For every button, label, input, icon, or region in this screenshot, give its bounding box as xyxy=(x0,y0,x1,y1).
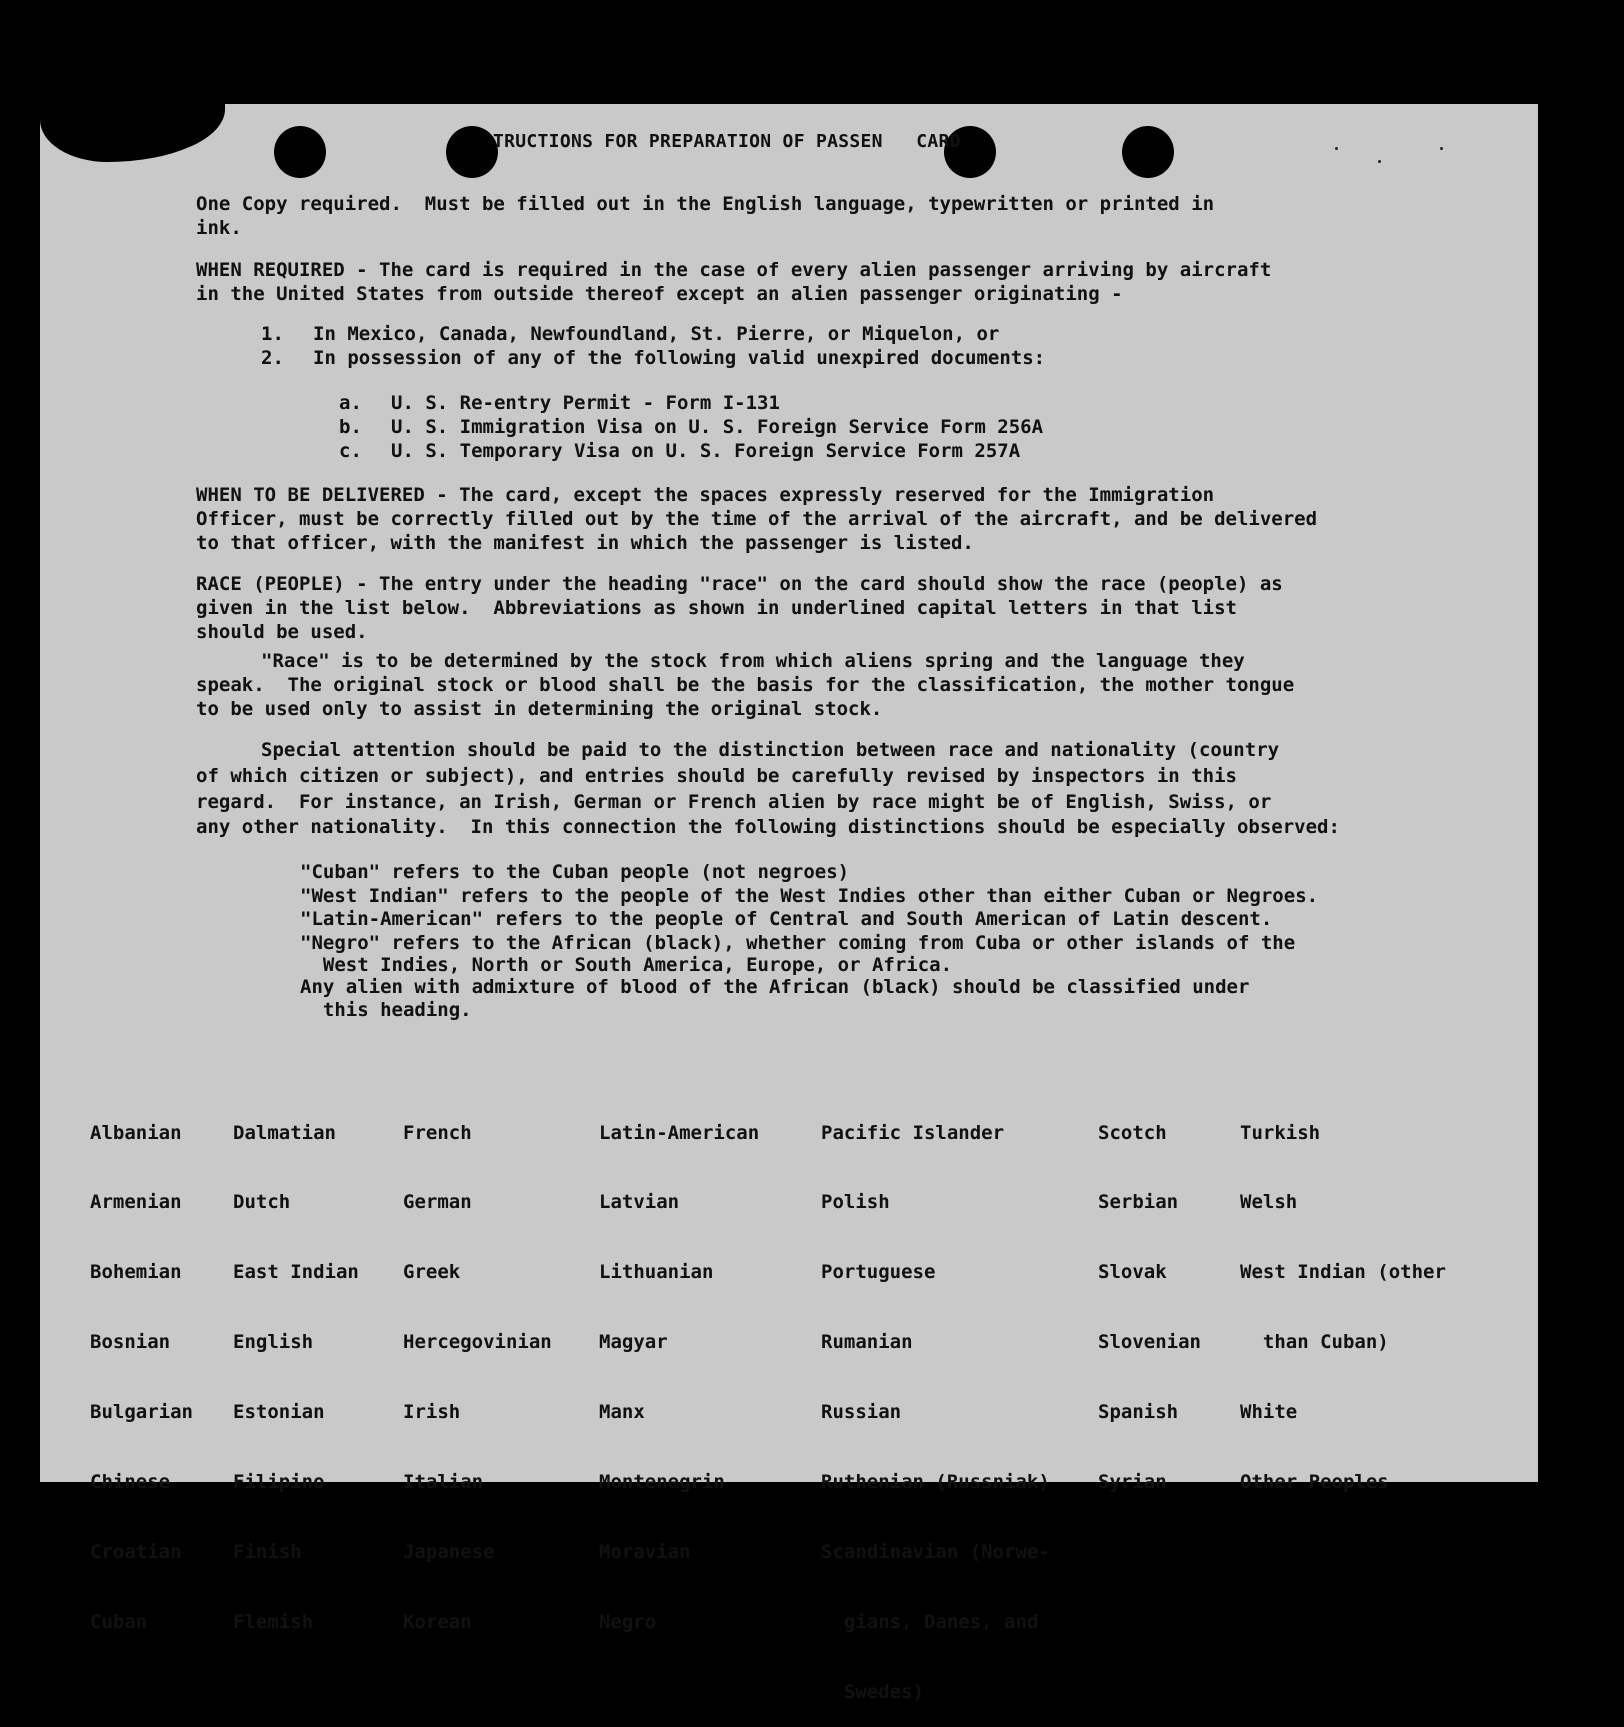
race-item: Serbian xyxy=(1098,1191,1179,1214)
document-letter: a. xyxy=(339,392,362,414)
page-title: TRUCTIONS FOR PREPARATION OF PASSEN CARD xyxy=(493,131,961,152)
distinction-line: "Cuban" refers to the Cuban people (not negroes) xyxy=(300,861,850,883)
when-delivered-line: WHEN TO BE DELIVERED - The card, except the spaces expressly reserved for the Immigration xyxy=(196,484,1215,506)
race-item: Scotch xyxy=(1098,1121,1167,1144)
race-def-line: to be used only to assist in determining the original stock. xyxy=(196,698,883,720)
race-column xyxy=(233,1075,359,1657)
race-item: French xyxy=(403,1121,472,1144)
race-item: White xyxy=(1240,1401,1298,1424)
race-item: Spanish xyxy=(1098,1401,1179,1424)
race-item: Irish xyxy=(403,1401,461,1424)
race-item: Other Peoples xyxy=(1240,1471,1389,1494)
race-column xyxy=(599,1075,759,1657)
race-item: gians, Danes, and xyxy=(821,1610,1039,1633)
race-item: Swedes) xyxy=(821,1680,924,1703)
special-line: of which citizen or subject), and entries should be carefully revised by inspectors in this xyxy=(196,765,1237,787)
race-item: Montenegrin xyxy=(599,1471,725,1494)
document-letter: b. xyxy=(339,416,362,438)
punch-hole-right xyxy=(1122,126,1174,178)
race-item: German xyxy=(403,1191,472,1214)
race-column xyxy=(90,1075,193,1657)
race-item: Estonian xyxy=(233,1401,325,1424)
numbered-num: 2. xyxy=(261,347,284,369)
race-item: Filipino xyxy=(233,1471,325,1494)
punch-hole-2 xyxy=(446,126,498,178)
race-item: Bohemian xyxy=(90,1261,182,1284)
document-letter: c. xyxy=(339,440,362,462)
race-item: Negro xyxy=(599,1610,657,1633)
race-item: Turkish xyxy=(1240,1121,1321,1144)
race-item: Manx xyxy=(599,1401,645,1424)
race-column xyxy=(1098,1075,1201,1518)
race-item: Magyar xyxy=(599,1331,668,1354)
race-item: Polish xyxy=(821,1191,890,1214)
when-required-line: in the United States from outside thereof except an alien passenger originating - xyxy=(196,283,1123,305)
race-item: Chinese xyxy=(90,1471,171,1494)
race-column xyxy=(821,1075,1050,1727)
race-item: Italian xyxy=(403,1471,484,1494)
race-item: Armenian xyxy=(90,1191,182,1214)
race-item: Finish xyxy=(233,1540,302,1563)
race-item: Scandinavian (Norwe- xyxy=(821,1540,1050,1563)
distinction-line: Any alien with admixture of blood of the African (black) should be classified under xyxy=(300,976,1250,998)
numbered-num: 1. xyxy=(261,323,284,345)
race-item: Latin-American xyxy=(599,1121,760,1144)
race-item: Slovenian xyxy=(1098,1331,1201,1354)
race-item: than Cuban) xyxy=(1240,1331,1389,1354)
numbered-text: In Mexico, Canada, Newfoundland, St. Pierre, or Miquelon, or xyxy=(313,323,1000,345)
when-required-line: WHEN REQUIRED - The card is required in the case of every alien passenger arriving by aircraft xyxy=(196,259,1272,281)
race-item: Lithuanian xyxy=(599,1261,714,1284)
when-delivered-line: to that officer, with the manifest in which the passenger is listed. xyxy=(196,532,974,554)
race-item: Syrian xyxy=(1098,1471,1167,1494)
distinction-line: "Latin-American" refers to the people of Central and South American of Latin descent. xyxy=(300,908,1273,930)
special-line: any other nationality. In this connection the following distinctions should be especially observed: xyxy=(196,816,1340,838)
race-item: Japanese xyxy=(403,1540,495,1563)
race-line: should be used. xyxy=(196,621,368,643)
race-item: Croatian xyxy=(90,1540,182,1563)
distinction-line: this heading. xyxy=(300,999,472,1021)
race-item: Rumanian xyxy=(821,1331,913,1354)
special-line: regard. For instance, an Irish, German or French alien by race might be of English, Swiss, or xyxy=(196,791,1272,813)
race-item: East Indian xyxy=(233,1261,359,1284)
race-item: Hercegovinian xyxy=(403,1331,552,1354)
race-item: Latvian xyxy=(599,1191,680,1214)
intro-line: ink. xyxy=(196,217,242,239)
special-line: Special attention should be paid to the distinction between race and nationality (country xyxy=(261,739,1280,761)
document-text: U. S. Re-entry Permit - Form I-131 xyxy=(391,392,780,414)
race-item: Flemish xyxy=(233,1610,314,1633)
intro-line: One Copy required. Must be filled out in the English language, typewritten or printed in xyxy=(196,193,1215,215)
race-item: West Indian (other xyxy=(1240,1261,1446,1284)
race-item: Bulgarian xyxy=(90,1401,193,1424)
race-def-line: speak. The original stock or blood shall be the basis for the classification, the mother tongue xyxy=(196,674,1295,696)
race-def-line: "Race" is to be determined by the stock from which aliens spring and the language they xyxy=(261,650,1245,672)
race-item: Pacific Islander xyxy=(821,1121,1005,1144)
race-line: given in the list below. Abbreviations as shown in underlined capital letters in that list xyxy=(196,597,1237,619)
race-item: Welsh xyxy=(1240,1191,1298,1214)
race-column xyxy=(1240,1075,1446,1518)
race-item: Cuban xyxy=(90,1610,148,1633)
numbered-text: In possession of any of the following valid unexpired documents: xyxy=(313,347,1046,369)
when-delivered-line: Officer, must be correctly filled out by the time of the arrival of the aircraft, and be delivered xyxy=(196,508,1318,530)
punch-hole-left xyxy=(274,126,326,178)
race-item: Albanian xyxy=(90,1121,182,1144)
race-item: English xyxy=(233,1331,314,1354)
race-item: Portuguese xyxy=(821,1261,936,1284)
race-item: Slovak xyxy=(1098,1261,1167,1284)
race-line: RACE (PEOPLE) - The entry under the heading "race" on the card should show the race (people) as xyxy=(196,573,1283,595)
document-text: U. S. Temporary Visa on U. S. Foreign Service Form 257A xyxy=(391,440,1021,462)
race-item: Dutch xyxy=(233,1191,291,1214)
distinction-line: "Negro" refers to the African (black), whether coming from Cuba or other islands of the xyxy=(300,932,1296,954)
race-item: Korean xyxy=(403,1610,472,1633)
distinction-line: "West Indian" refers to the people of the West Indies other than either Cuban or Negroes. xyxy=(300,885,1319,907)
race-item: Bosnian xyxy=(90,1331,171,1354)
race-item: Greek xyxy=(403,1261,461,1284)
document-text: U. S. Immigration Visa on U. S. Foreign Service Form 256A xyxy=(391,416,1044,438)
race-column xyxy=(403,1075,552,1657)
distinction-line: West Indies, North or South America, Europe, or Africa. xyxy=(300,954,953,976)
race-item: Dalmatian xyxy=(233,1121,336,1144)
race-item: Ruthenian (Russniak) xyxy=(821,1471,1050,1494)
race-item: Moravian xyxy=(599,1540,691,1563)
race-item: Russian xyxy=(821,1401,902,1424)
